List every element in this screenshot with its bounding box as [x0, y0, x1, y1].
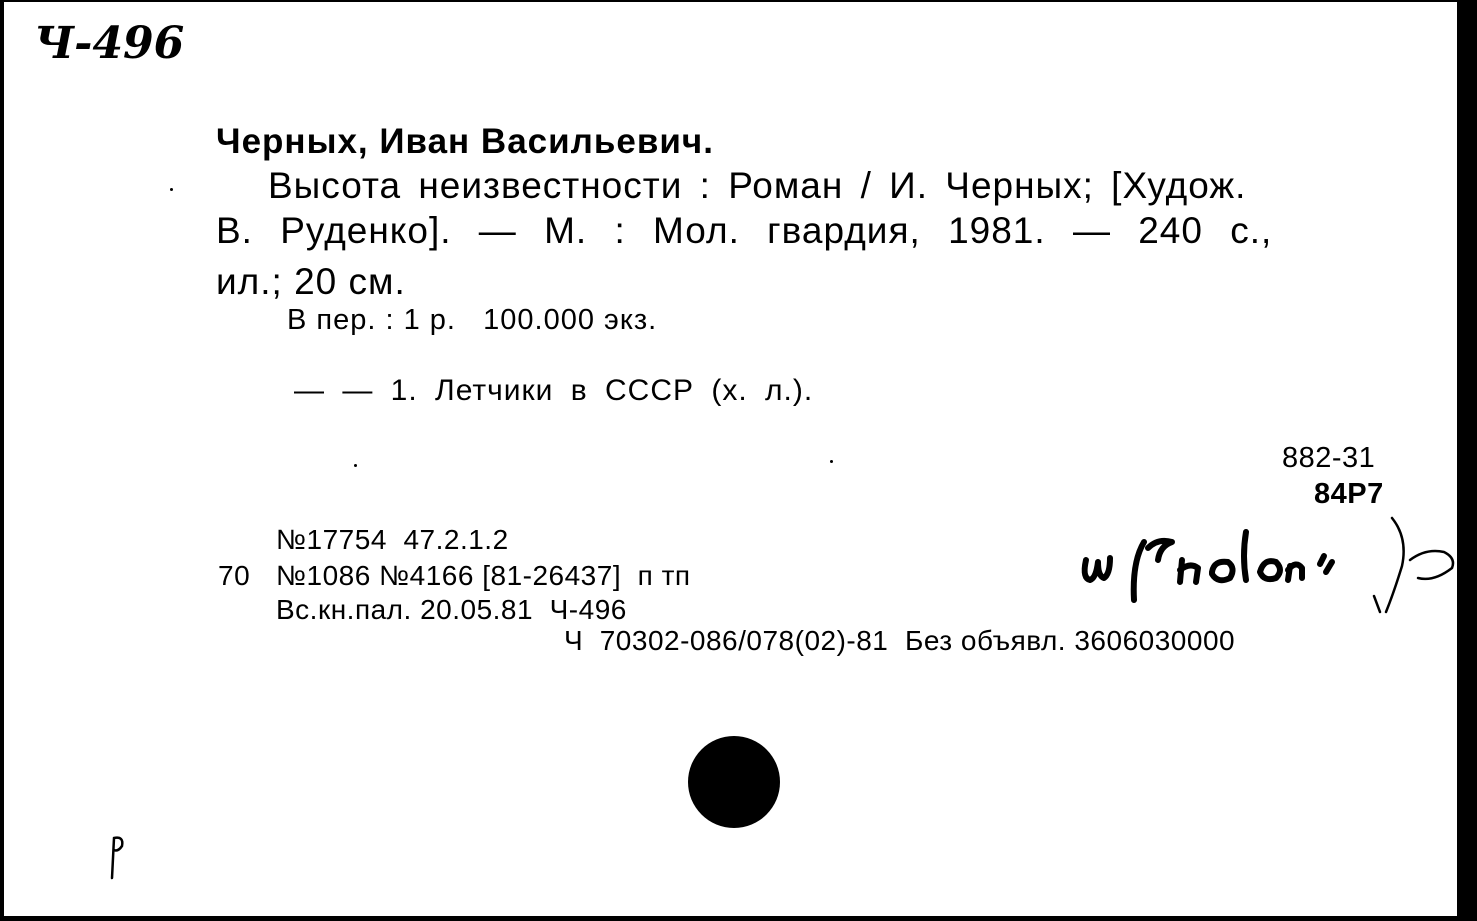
code-prefix: 70: [218, 560, 251, 591]
catalog-card: [4, 2, 1460, 916]
subject-heading: — — 1. Летчики в СССР (х. л.).: [294, 374, 814, 407]
stray-dot: [170, 188, 173, 191]
code-line-2: №1086 №4166 [81-26437] п тп: [276, 560, 691, 591]
price-line: В пер. : 1 р. 100.000 экз.: [287, 304, 658, 336]
code-line-1: №17754 47.2.1.2: [276, 524, 509, 555]
bbk-code: 84Р7: [1314, 478, 1384, 510]
pencil-mark: [104, 834, 134, 884]
author-heading: Черных, Иван Васильевич.: [216, 122, 714, 161]
stray-dot: [354, 464, 357, 467]
stray-dot: [830, 460, 833, 463]
handwritten-signature: [1074, 512, 1460, 622]
title-line-1: Высота неизвестности : Роман / И. Черных; [Худож.: [268, 165, 1247, 206]
code-line-3: Вс.кн.пал. 20.05.81 Ч-496: [276, 594, 627, 625]
udc-code: 882-31: [1282, 442, 1376, 474]
title-line-2: В. Руденко]. — М. : Мол. гвардия, 1981. — 240 с.,: [216, 210, 1273, 251]
title-line-3: ил.; 20 см.: [216, 261, 406, 302]
code-line-4: Ч 70302-086/078(02)-81 Без объявл. 3606030000: [564, 625, 1236, 656]
punch-hole: [688, 736, 780, 828]
call-mark: Ч-496: [34, 18, 185, 69]
